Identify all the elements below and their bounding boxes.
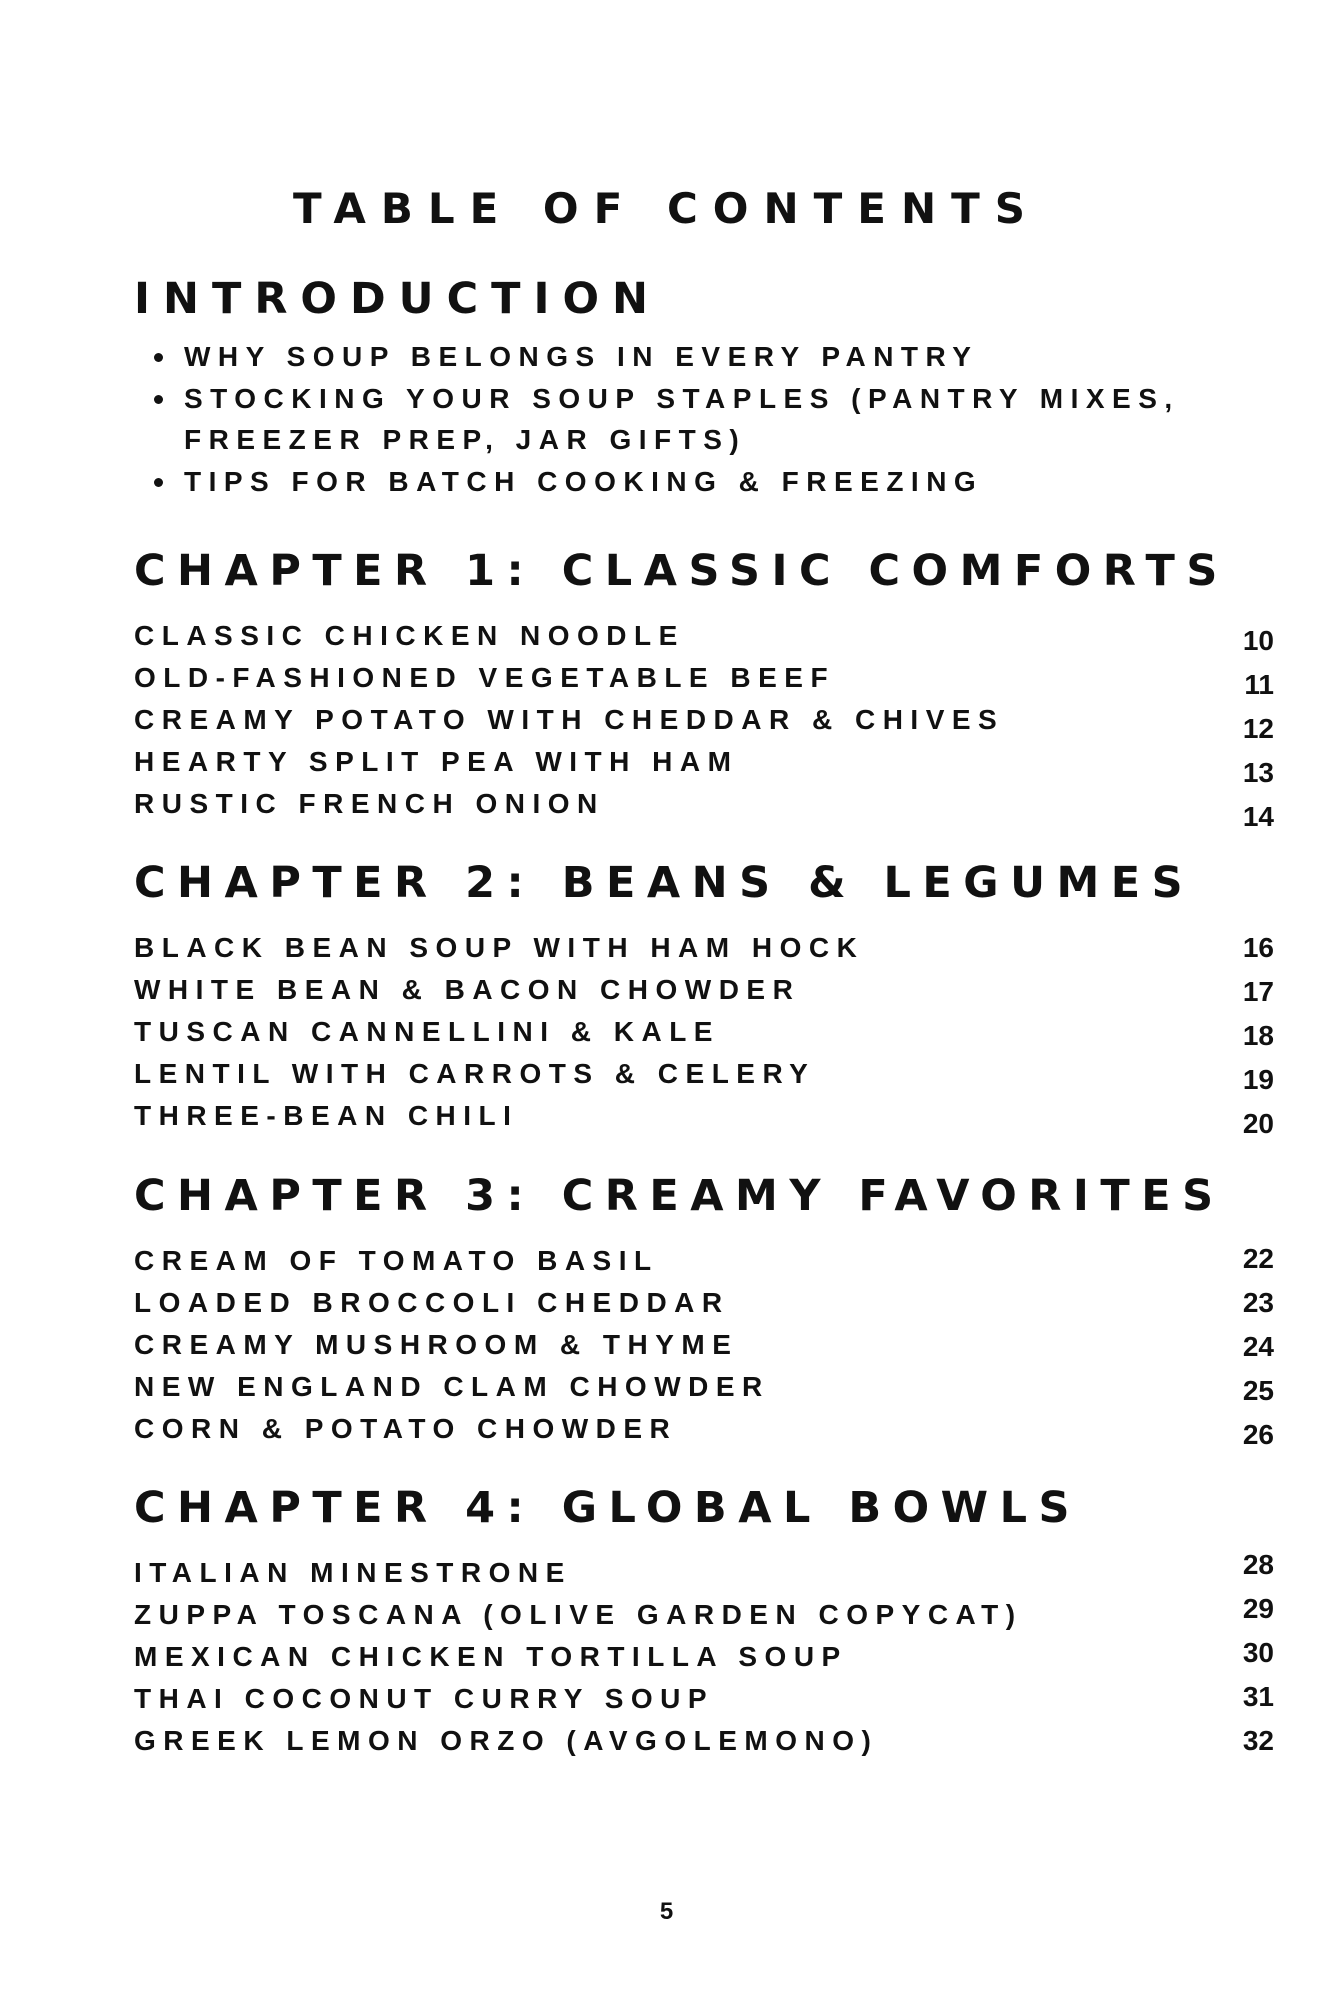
entry-title: LENTIL WITH CARROTS & CELERY xyxy=(134,1058,816,1089)
toc-entry[interactable] xyxy=(134,664,1274,706)
entry-title: BLACK BEAN SOUP WITH HAM HOCK xyxy=(134,932,865,963)
entry-page-number: 28 xyxy=(1242,1549,1274,1580)
chapter-heading: CHAPTER 1: CLASSIC COMFORTS xyxy=(134,546,1229,596)
entry-title: THREE-BEAN CHILI xyxy=(134,1100,519,1131)
entry-page-number: 20 xyxy=(1242,1108,1274,1139)
introduction-bullet: TIPS FOR BATCH COOKING & FREEZING xyxy=(134,461,1254,503)
toc-entry[interactable] xyxy=(134,1018,1274,1060)
entry-title: MEXICAN CHICKEN TORTILLA SOUP xyxy=(134,1641,848,1672)
toc-entry[interactable] xyxy=(134,1415,1274,1457)
entry-title: HEARTY SPLIT PEA WITH HAM xyxy=(134,746,739,777)
entry-title: CORN & POTATO CHOWDER xyxy=(134,1413,678,1444)
entry-title: ITALIAN MINESTRONE xyxy=(134,1557,572,1588)
toc-entry[interactable] xyxy=(134,1593,1274,1643)
introduction-bullet: WHY SOUP BELONGS IN EVERY PANTRY xyxy=(134,336,1254,378)
entry-page-number: 32 xyxy=(1242,1725,1274,1756)
entry-title: CREAM OF TOMATO BASIL xyxy=(134,1245,659,1276)
entry-title: THAI COCONUT CURRY SOUP xyxy=(134,1683,715,1714)
entry-page-number: 11 xyxy=(1244,669,1274,700)
toc-entry[interactable] xyxy=(134,976,1274,1018)
toc-entry[interactable] xyxy=(134,1102,1274,1144)
toc-entry[interactable] xyxy=(134,790,1274,832)
entry-title: GREEK LEMON ORZO (AVGOLEMONO) xyxy=(134,1725,879,1756)
entry-title: TUSCAN CANNELLINI & KALE xyxy=(134,1016,720,1047)
entry-page-number: 23 xyxy=(1242,1287,1274,1318)
entry-title: RUSTIC FRENCH ONION xyxy=(134,788,605,819)
page-number: 5 xyxy=(659,1898,674,1925)
entry-page-number: 26 xyxy=(1242,1419,1274,1450)
chapter-2-section xyxy=(134,858,1274,1144)
introduction-bullet-list xyxy=(134,336,1254,502)
entry-title: ZUPPA TOSCANA (OLIVE GARDEN COPYCAT) xyxy=(134,1599,1023,1630)
toc-entry[interactable] xyxy=(134,1681,1274,1727)
introduction-heading: INTRODUCTION xyxy=(134,274,662,324)
entry-title: OLD-FASHIONED VEGETABLE BEEF xyxy=(134,662,836,693)
entry-title: NEW ENGLAND CLAM CHOWDER xyxy=(134,1371,770,1402)
entry-page-number: 24 xyxy=(1242,1331,1274,1362)
toc-entry[interactable] xyxy=(134,1060,1274,1102)
chapter-heading: CHAPTER 2: BEANS & LEGUMES xyxy=(134,858,1195,908)
entry-page-number: 16 xyxy=(1242,932,1274,963)
chapter-heading: CHAPTER 3: CREAMY FAVORITES xyxy=(134,1171,1225,1221)
entry-page-number: 19 xyxy=(1242,1064,1274,1095)
entry-title: LOADED BROCCOLI CHEDDAR xyxy=(134,1287,730,1318)
entry-title: CREAMY POTATO WITH CHEDDAR & CHIVES xyxy=(134,704,1005,735)
entry-page-number: 12 xyxy=(1242,713,1274,744)
toc-entry[interactable] xyxy=(134,1637,1274,1685)
page-title: TABLE OF CONTENTS xyxy=(292,184,1041,233)
entry-page-number: 10 xyxy=(1242,625,1274,656)
entry-page-number: 14 xyxy=(1242,801,1274,832)
entry-title: CREAMY MUSHROOM & THYME xyxy=(134,1329,739,1360)
toc-entry[interactable] xyxy=(134,1243,1274,1289)
entry-page-number: 29 xyxy=(1242,1593,1274,1624)
chapter-3-section xyxy=(134,1171,1274,1457)
entry-page-number: 22 xyxy=(1242,1243,1274,1274)
chapter-entry-list xyxy=(134,1243,1274,1457)
chapter-1-section xyxy=(134,546,1274,832)
chapter-entry-list xyxy=(134,934,1274,1144)
entry-page-number: 30 xyxy=(1242,1637,1274,1668)
toc-entry[interactable] xyxy=(134,748,1274,790)
chapter-4-section xyxy=(134,1483,1274,1769)
chapter-entry-list xyxy=(134,1549,1274,1769)
entry-page-number: 18 xyxy=(1242,1020,1274,1051)
entry-page-number: 31 xyxy=(1242,1681,1274,1712)
introduction-bullet: STOCKING YOUR SOUP STAPLES (PANTRY MIXES, FREEZER PREP, JAR GIFTS) xyxy=(134,378,1254,461)
toc-entry[interactable] xyxy=(134,706,1274,748)
chapter-heading: CHAPTER 4: GLOBAL BOWLS xyxy=(134,1483,1081,1533)
entry-page-number: 13 xyxy=(1242,757,1274,788)
toc-entry[interactable] xyxy=(134,934,1274,976)
entry-page-number: 25 xyxy=(1242,1375,1274,1406)
entry-title: CLASSIC CHICKEN NOODLE xyxy=(134,620,685,651)
toc-entry[interactable] xyxy=(134,622,1274,664)
toc-entry[interactable] xyxy=(134,1549,1274,1601)
toc-entry[interactable] xyxy=(134,1289,1274,1331)
toc-entry[interactable] xyxy=(134,1331,1274,1373)
toc-entry[interactable] xyxy=(134,1727,1274,1769)
entry-page-number: 17 xyxy=(1242,976,1274,1007)
chapter-entry-list xyxy=(134,622,1274,832)
toc-entry[interactable] xyxy=(134,1373,1274,1415)
entry-title: WHITE BEAN & BACON CHOWDER xyxy=(134,974,801,1005)
